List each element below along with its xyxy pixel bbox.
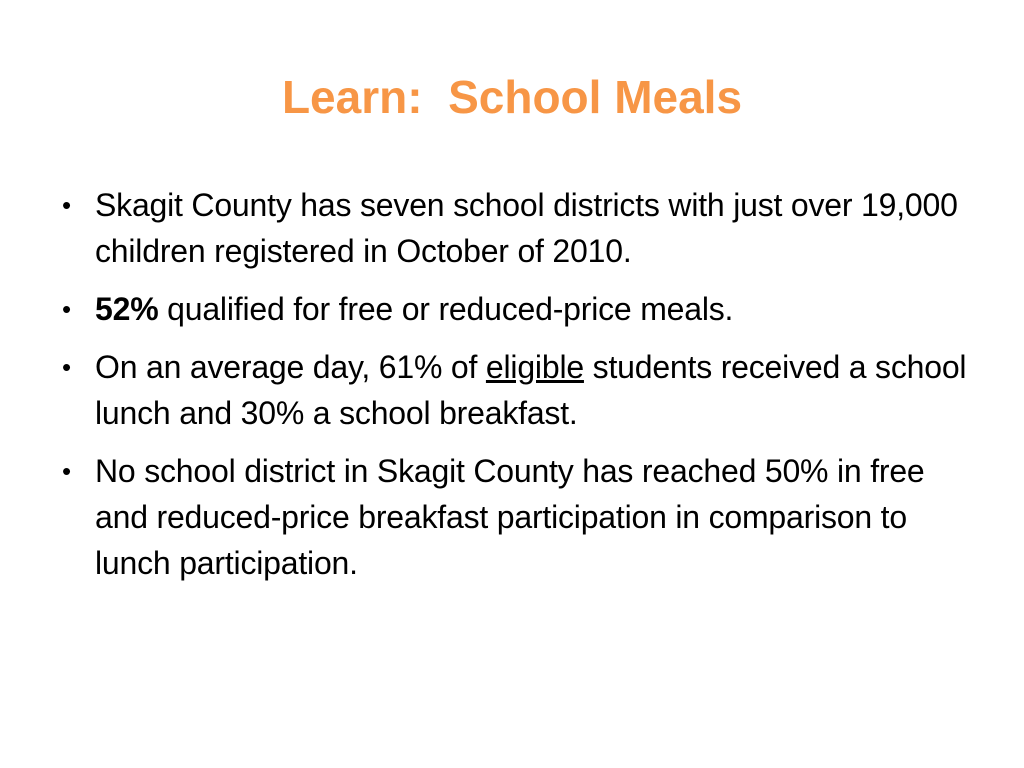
bullet-dot-icon: • xyxy=(62,352,71,382)
bullet-dot-icon: • xyxy=(62,456,71,486)
bullet-text-before: On an average day, 61% of xyxy=(95,349,486,385)
bullet-dot-icon: • xyxy=(62,294,71,324)
bullet-list xyxy=(62,182,972,598)
bullet-text: No school district in Skagit County has reached 50% in free and reduced-price breakfast participation in comparison to lunch participation. xyxy=(95,453,925,581)
bullet-underlined-word: eligible xyxy=(485,349,584,385)
bullet-text-after: students received a school lunch and 30% a school breakfast. xyxy=(95,349,967,431)
bullet-bold-percentage: 52% xyxy=(95,291,159,327)
bullet-dot-icon: • xyxy=(62,190,71,220)
slide-title: Learn: School Meals xyxy=(281,71,743,123)
bullet-text: qualified for free or reduced-price meals. xyxy=(158,291,734,327)
bullet-item-participation xyxy=(62,448,972,586)
bullet-item-average-day xyxy=(62,344,972,436)
bullet-text: Skagit County has seven school districts with just over 19,000 children registered in October of 2010. xyxy=(95,187,958,269)
bullet-item-qualified xyxy=(62,286,972,332)
bullet-item-districts xyxy=(62,182,972,274)
